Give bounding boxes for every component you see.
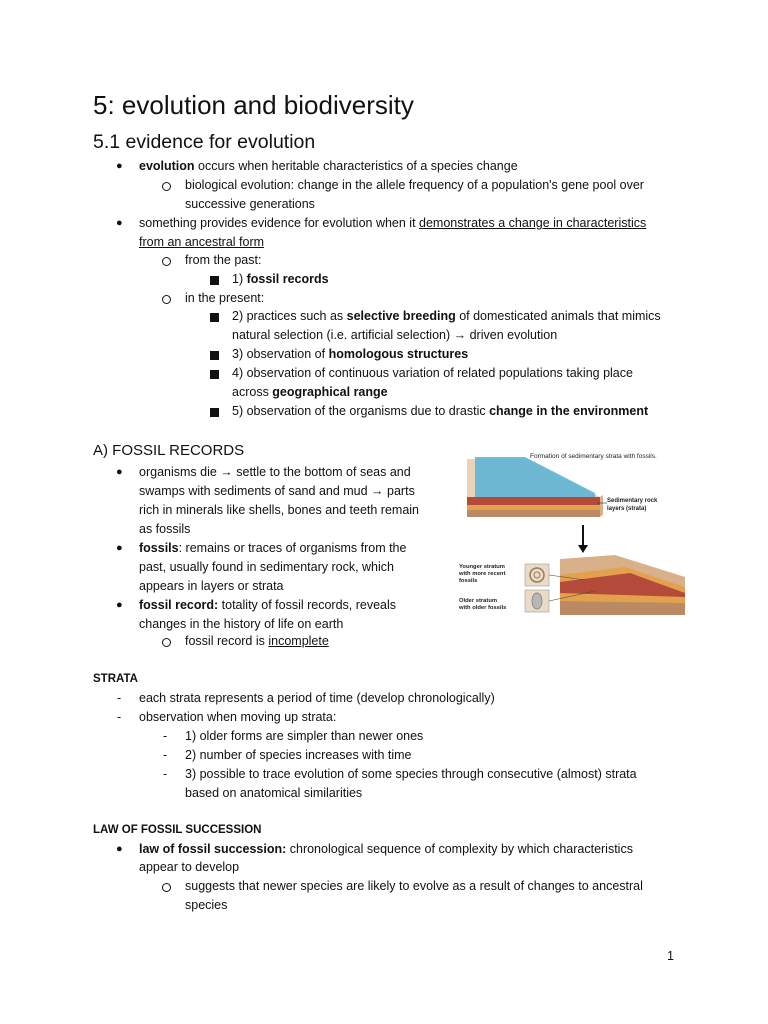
list-item-continued: based on anatomical similarities [185,786,363,800]
term: evolution [139,159,195,173]
hollow-bullet-icon [162,883,171,892]
list-item-continued: swamps with sediments of sand and mud → parts [139,484,415,498]
figure-label: Sedimentary rock [607,498,658,504]
figure-label: fossils [459,578,478,584]
figure-label: Older stratum [459,598,498,604]
list-item [139,157,518,176]
figure-label: with older fossils [459,605,507,611]
stratum-orange [467,505,600,510]
underlined-text: incomplete [268,634,329,648]
list-item-continued: species [185,898,228,912]
text: totality of fossil records, reveals [218,598,397,612]
list-item-continued: rich in minerals like shells, bones and teeth remain [139,503,419,517]
hollow-bullet-icon [162,638,171,647]
text: 1) [232,272,247,286]
bullet-icon: ● [116,217,123,229]
list-item-continued: past, usually found in sedimentary rock, which [139,560,394,574]
text: 2) practices such as [232,309,347,323]
list-item [232,270,329,289]
hollow-bullet-icon [162,295,171,304]
hollow-bullet-icon [162,182,171,191]
dash-bullet-icon: - [163,767,168,781]
list-item: each strata represents a period of time (develop chronologically) [139,691,495,705]
list-item-continued [232,383,388,402]
stratum-brown [467,510,600,517]
text: chronological sequence of complexity by which characteristics [286,842,633,856]
list-item [139,214,646,233]
figure-title: Formation of sedimentary strata with fossils. [530,453,657,460]
list-item [232,345,468,364]
section-heading: 5.1 evidence for evolution [93,131,316,153]
text: 5) observation of the organisms due to drastic [232,404,490,418]
text: something provides evidence for evolution when it [139,216,420,230]
square-bullet-icon [210,276,219,285]
stratum-red [467,497,600,505]
list-item: observation when moving up strata: [139,710,337,724]
square-bullet-icon [210,313,219,322]
list-item [139,840,633,859]
figure-label: layers (strata) [607,506,647,512]
list-item: 1) older forms are simpler than newer ones [185,729,424,743]
list-item: biological evolution: change in the allele frequency of a population's gene pool over [185,178,644,192]
bullet-icon: ● [116,542,123,554]
bullet-icon: ● [116,466,123,478]
list-item [185,632,329,651]
bullet-icon: ● [116,160,123,172]
subsection-heading: LAW OF FOSSIL SUCCESSION [93,824,262,836]
square-bullet-icon [210,370,219,379]
underlined-text: demonstrates a change in characteristics [419,216,647,230]
subsection-heading: A) FOSSIL RECORDS [93,442,245,459]
text: : remains or traces of organisms from the [178,541,407,555]
list-item: 4) observation of continuous variation of related populations taking place [232,366,633,380]
list-item [232,307,661,326]
list-item-continued: appears in layers or strata [139,579,284,593]
hollow-bullet-icon [162,257,171,266]
dash-bullet-icon: - [163,729,168,743]
underlined-text: from an ancestral form [139,235,265,249]
list-item-continued: natural selection (i.e. artificial selection) → driven evolution [232,328,558,342]
subsection-heading: STRATA [93,673,138,685]
list-item-continued: changes in the history of life on earth [139,617,344,631]
term: change in the environment [489,404,649,418]
dash-bullet-icon: - [117,691,122,705]
term: fossil record: [139,598,219,612]
text: occurs when heritable characteristics of a species change [194,159,518,173]
term: selective breeding [346,309,456,323]
sedimentary-strata-figure [455,447,705,622]
term: law of fossil succession: [139,842,287,856]
term: homologous structures [328,347,469,361]
term: geographical range [272,385,388,399]
list-item: from the past: [185,253,262,267]
term: fossils [139,541,179,555]
page-title: 5: evolution and biodiversity [93,90,414,120]
list-item: 2) number of species increases with time [185,748,412,762]
list-item [232,402,648,421]
figure-label: with more recent [459,571,506,577]
figure-label: Younger stratum [459,564,505,570]
list-item-continued: successive generations [185,197,315,211]
list-item: organisms die → settle to the bottom of seas and [139,465,411,479]
dash-bullet-icon: - [117,710,122,724]
text: of domesticated animals that mimics [455,309,661,323]
bullet-icon: ● [116,843,123,855]
bullet-icon: ● [116,599,123,611]
list-item: suggests that newer species are likely to evolve as a result of changes to ancestral [185,879,643,893]
list-item [139,596,396,615]
page-number: 1 [667,949,674,963]
text: 3) observation of [232,347,329,361]
square-bullet-icon [210,351,219,360]
dash-bullet-icon: - [163,748,168,762]
list-item-continued: appear to develop [139,860,240,874]
text: fossil record is [185,634,269,648]
list-item: in the present: [185,291,265,305]
list-item [139,539,406,558]
text: across [232,385,273,399]
list-item-continued: as fossils [139,522,191,536]
list-item: 3) possible to trace evolution of some species through consecutive (almost) strata [185,767,637,781]
term: fossil records [246,272,329,286]
square-bullet-icon [210,408,219,417]
